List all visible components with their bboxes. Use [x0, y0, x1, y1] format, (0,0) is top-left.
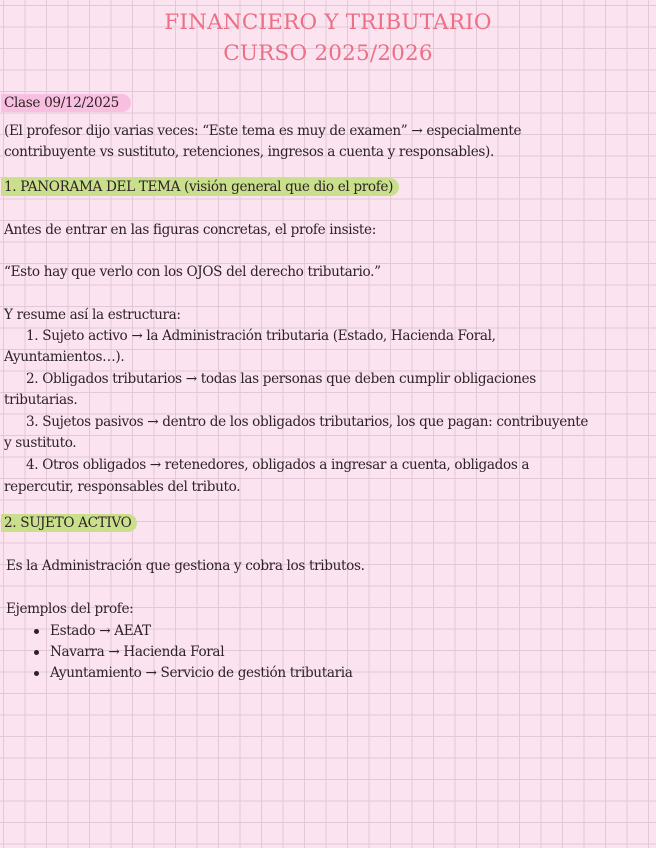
list-item-3-line-1: 3. Sujetos pasivos → dentro de los obligados tributarios, los que pagan: contribuyente	[26, 414, 589, 430]
list-item-4-line-1: 4. Otros obligados → retenedores, obligados a ingresar a cuenta, obligados a	[26, 457, 530, 473]
date-highlight: Clase 09/12/2025	[1, 94, 131, 112]
list-item-1-line-2: Ayuntamientos…).	[4, 349, 125, 365]
list-item-3-line-2: y sustituto.	[4, 435, 77, 451]
section-1-heading	[4, 177, 399, 198]
page-title: FINANCIERO Y TRIBUTARIO	[164, 10, 492, 35]
section-2-paragraph-1: Es la Administración que gestiona y cobra los tributos.	[6, 558, 365, 574]
section-1-paragraph-2: Y resume así la estructura:	[4, 307, 181, 323]
list-item-2-line-2: tributarias.	[4, 392, 78, 408]
list-item-1-line-1: 1. Sujeto activo → la Administración tributaria (Estado, Hacienda Foral,	[26, 328, 496, 344]
list-item-2-line-1: 2. Obligados tributarios → todas las personas que deben cumplir obligaciones	[26, 371, 536, 387]
section-1-quote: “Esto hay que verlo con los OJOS del derecho tributario.”	[4, 264, 381, 280]
list-item-4-line-2: repercutir, responsables del tributo.	[4, 479, 241, 495]
section-1-highlight: 1. PANORAMA DEL TEMA (visión general que dio el profe)	[1, 178, 399, 196]
example-item-1: Estado → AEAT	[50, 621, 151, 642]
intro-line-1: (El profesor dijo varias veces: “Este tema es muy de examen” → especialmente	[4, 123, 522, 139]
intro-line-2: contribuyente vs sustituto, retenciones, ingresos a cuenta y responsables).	[4, 144, 494, 160]
date-label	[4, 93, 131, 114]
example-item-3: Ayuntamiento → Servicio de gestión tributaria	[50, 663, 352, 684]
section-2-heading	[4, 513, 137, 534]
section-2-paragraph-2: Ejemplos del profe:	[6, 601, 134, 617]
example-item-2: Navarra → Hacienda Foral	[50, 642, 224, 663]
page-subtitle: CURSO 2025/2026	[223, 41, 433, 66]
section-2-highlight: 2. SUJETO ACTIVO	[1, 514, 137, 532]
section-1-paragraph-1: Antes de entrar en las figuras concretas, el profe insiste:	[4, 222, 376, 238]
